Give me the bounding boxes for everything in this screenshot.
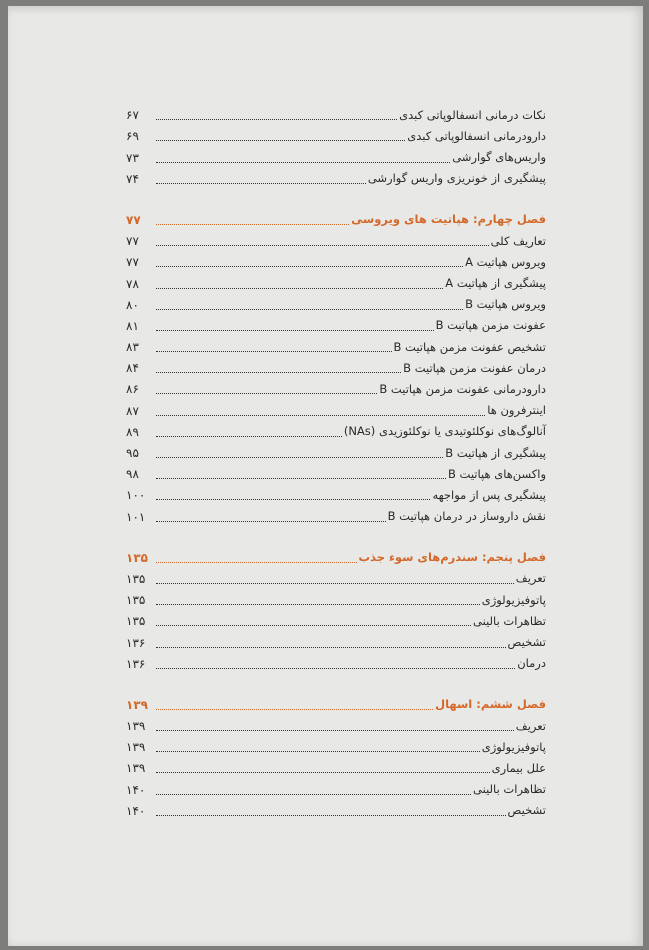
toc-entry[interactable] (126, 419, 546, 440)
toc-entry[interactable] (126, 440, 546, 461)
toc-entry-page-number: ۱۳۵ (126, 593, 146, 608)
toc-entry-page-number: ۱۴۰ (126, 803, 146, 818)
dot-leader (156, 751, 480, 752)
chapter-heading-page-number: ۷۷ (126, 212, 141, 227)
toc-entry-page-number: ۱۳۶ (126, 656, 146, 671)
toc-entry-title: دارودرمانی انسفالوپاتی کبدی (407, 128, 546, 143)
dot-leader (156, 478, 446, 479)
toc-entry-page-number: ۹۸ (126, 467, 139, 482)
dot-leader (156, 436, 342, 437)
dot-leader (156, 372, 401, 373)
dot-leader (156, 393, 377, 394)
chapter-heading[interactable] (126, 207, 546, 228)
dot-leader (156, 415, 485, 416)
dot-leader (156, 499, 430, 500)
book-page (8, 6, 643, 946)
dot-leader (156, 224, 349, 225)
toc-entry-title: ویروس هپاتیت B (465, 297, 546, 312)
toc-entry-page-number: ۱۰۰ (126, 488, 146, 503)
toc-entry-page-number: ۱۳۹ (126, 740, 146, 755)
toc-entry[interactable] (126, 608, 546, 629)
toc-entry-page-number: ۹۵ (126, 446, 139, 460)
dot-leader (156, 183, 366, 184)
toc-entry-title: تشخیص عفونت مزمن هپاتیت B (393, 339, 546, 354)
toc-entry[interactable] (126, 123, 546, 144)
dot-leader (156, 647, 506, 648)
toc-entry[interactable] (126, 144, 546, 165)
toc-section (126, 207, 546, 525)
toc-entry-page-number: ۷۷ (126, 234, 139, 249)
dot-leader (156, 351, 392, 352)
toc-entry-title: نقش داروساز در درمان هپاتیت B (387, 509, 546, 524)
toc-entry-page-number: ۷۷ (126, 255, 139, 270)
toc-entry-title: پاتوفیزیولوژی (481, 739, 546, 754)
dot-leader (156, 457, 443, 458)
toc-entry-page-number: ۱۳۹ (126, 719, 146, 734)
toc-entry[interactable] (126, 482, 546, 503)
toc-entry-page-number: ۸۰ (126, 297, 139, 312)
toc-entry[interactable] (126, 270, 546, 291)
dot-leader (156, 815, 506, 816)
toc-entry[interactable] (126, 355, 546, 376)
chapter-heading-page-number: ۱۳۵ (126, 550, 148, 565)
dot-leader (156, 288, 443, 289)
toc-entry-page-number: ۶۷ (126, 108, 139, 123)
toc-entry[interactable] (126, 292, 546, 313)
toc-entry-title: پیشگیری از هپاتیت A (445, 276, 546, 290)
chapter-heading[interactable] (126, 545, 546, 566)
toc-entry[interactable] (126, 228, 546, 249)
dot-leader (156, 521, 386, 522)
toc-entry-title: تعریف (515, 718, 546, 733)
toc-entry-title: واریس‌های گوارشی (452, 150, 546, 165)
toc-entry[interactable] (126, 651, 546, 672)
dot-leader (156, 119, 397, 120)
chapter-heading[interactable] (126, 692, 546, 713)
dot-leader (156, 772, 490, 773)
toc-entry-title: درمان (517, 656, 546, 671)
toc-entry-title: واکسن‌های هپاتیت B (447, 466, 546, 481)
toc-entry-title: دارودرمانی عفونت مزمن هپاتیت B (379, 381, 546, 396)
toc-entry[interactable] (126, 249, 546, 270)
toc-entry-title: نکات درمانی انسفالوپاتی کبدی (399, 107, 546, 122)
toc-entry-title: پیشگیری از خونریزی واریس گوارشی (367, 171, 546, 186)
dot-leader (156, 604, 480, 605)
toc-entry[interactable] (126, 798, 546, 819)
toc-entry[interactable] (126, 102, 546, 123)
toc-entry-page-number: ۷۸ (126, 276, 139, 291)
toc-entry-title: تعریف (515, 571, 546, 586)
toc-entry[interactable] (126, 376, 546, 397)
toc-entry[interactable] (126, 461, 546, 482)
toc-entry-title: پاتوفیزیولوژی (481, 592, 546, 607)
toc-entry-page-number: ۱۰۱ (126, 509, 146, 524)
toc-entry-title: درمان عفونت مزمن هپاتیت B (403, 360, 546, 375)
dot-leader (156, 794, 471, 795)
toc-entry-title: تشخیص (507, 635, 546, 649)
toc-entry-title: آنالوگ‌های نوکلئوتیدی یا نوکلئوزیدی (NAs) (343, 424, 546, 439)
toc-entry[interactable] (126, 629, 546, 650)
toc-entry-title: ویروس هپاتیت A (465, 254, 546, 269)
toc-entry-title: تشخیص (507, 803, 546, 818)
dot-leader (156, 709, 433, 710)
toc-entry[interactable] (126, 397, 546, 418)
toc-entry[interactable] (126, 313, 546, 334)
dot-leader (156, 140, 405, 141)
toc-entry-page-number: ۸۶ (126, 382, 139, 397)
toc-entry-page-number: ۱۳۵ (126, 614, 146, 629)
toc-entry[interactable] (126, 713, 546, 734)
chapter-heading-title: فصل ششم: اسهال (435, 697, 546, 712)
chapter-heading-title: فصل چهارم: هپاتیت های ویروسی (351, 212, 546, 227)
chapter-heading-title: فصل پنجم: سندرم‌های سوء جذب (358, 550, 546, 565)
toc-entry-page-number: ۱۴۰ (126, 782, 146, 797)
dot-leader (156, 309, 463, 310)
toc-entry-title: پیشگیری پس از مواجهه (432, 487, 546, 502)
toc-entry-page-number: ۷۴ (126, 171, 139, 186)
dot-leader (156, 730, 514, 731)
toc-entry[interactable] (126, 566, 546, 587)
toc-entry-page-number: ۸۹ (126, 424, 139, 439)
table-of-contents (126, 102, 546, 839)
toc-section (126, 692, 546, 819)
toc-entry-page-number: ۸۴ (126, 361, 139, 376)
toc-entry-title: پیشگیری از هپاتیت B (445, 445, 546, 460)
dot-leader (156, 330, 434, 331)
toc-entry[interactable] (126, 334, 546, 355)
toc-section (126, 102, 546, 187)
toc-entry-title: علل بیماری (491, 760, 546, 775)
toc-entry[interactable] (126, 776, 546, 797)
toc-entry-page-number: ۸۱ (126, 318, 139, 333)
dot-leader (156, 562, 357, 563)
toc-entry-page-number: ۱۳۶ (126, 635, 146, 650)
toc-entry[interactable] (126, 503, 546, 524)
toc-entry-title: تعاریف کلی (490, 233, 546, 248)
toc-entry[interactable] (126, 734, 546, 755)
toc-entry-title: اینترفرون ها (487, 403, 546, 418)
toc-entry-title: تظاهرات بالینی (473, 782, 546, 797)
dot-leader (156, 162, 450, 163)
toc-entry[interactable] (126, 587, 546, 608)
toc-entry-title: تظاهرات بالینی (473, 613, 546, 628)
toc-entry[interactable] (126, 166, 546, 187)
toc-entry[interactable] (126, 755, 546, 776)
toc-entry-page-number: ۸۷ (126, 403, 139, 418)
dot-leader (156, 245, 489, 246)
toc-entry-page-number: ۸۳ (126, 340, 139, 355)
chapter-heading-page-number: ۱۳۹ (126, 697, 148, 712)
toc-entry-page-number: ۶۹ (126, 129, 139, 144)
dot-leader (156, 583, 514, 584)
dot-leader (156, 625, 471, 626)
dot-leader (156, 266, 463, 267)
toc-entry-page-number: ۱۳۹ (126, 761, 146, 776)
toc-entry-title: عفونت مزمن هپاتیت B (435, 318, 546, 333)
toc-entry-page-number: ۷۳ (126, 150, 139, 165)
dot-leader (156, 668, 515, 669)
toc-section (126, 545, 546, 672)
toc-entry-page-number: ۱۳۵ (126, 571, 146, 586)
